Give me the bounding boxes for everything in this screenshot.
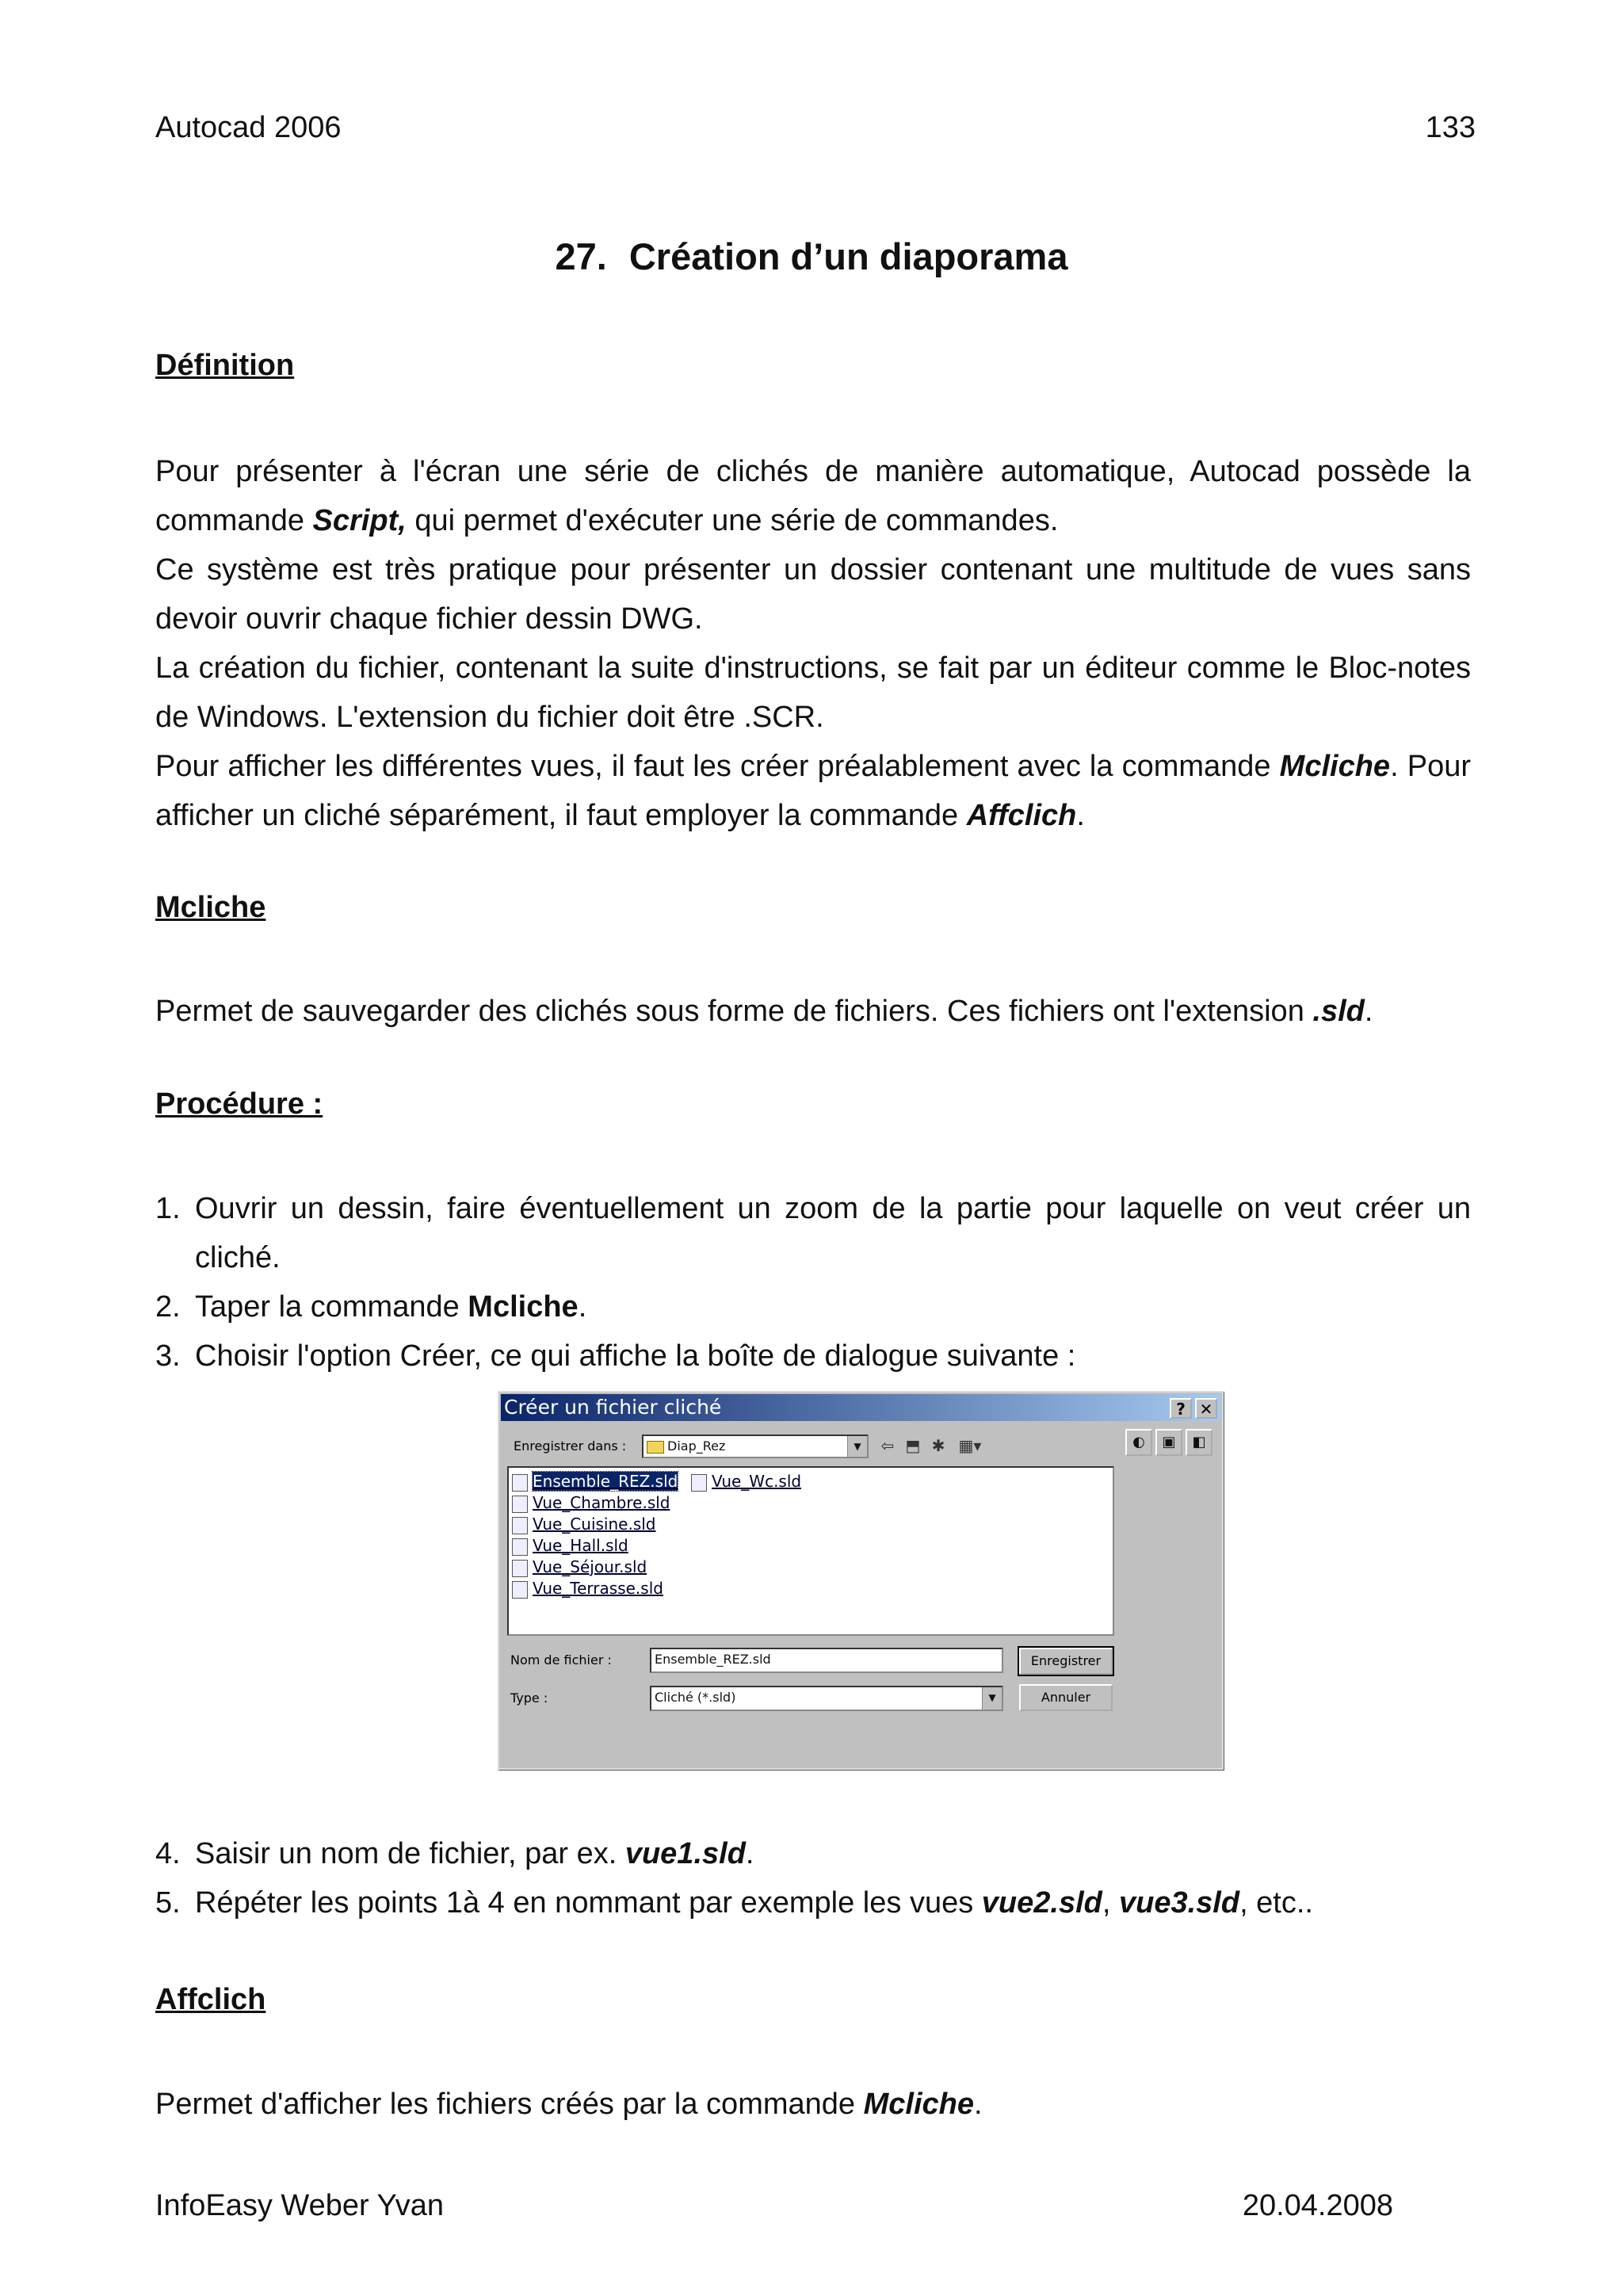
header-title: Autocad 2006	[155, 111, 342, 144]
definition-body	[155, 447, 1471, 840]
definition-paragraph-3: La création du fichier, contenant la suite d'instructions, se fait par un éditeur comme le Bloc-notes de Windows. L'extension du fichier doit être .SCR.	[155, 651, 1471, 734]
file-item[interactable]: Vue_Chambre.sld	[512, 1492, 670, 1513]
close-button[interactable]: ✕	[1195, 1398, 1217, 1419]
procedure-step-4: 4. Saisir un nom de fichier, par ex. vue1.sld.	[155, 1837, 754, 1870]
save-in-value: Diap_Rez	[667, 1438, 726, 1454]
procedure-step-5: 5. Répéter les points 1à 4 en nommant par exemple les vues vue2.sld, vue3.sld, etc..	[155, 1886, 1313, 1920]
tools-icon[interactable]: ◧	[1186, 1429, 1212, 1456]
save-in-dropdown[interactable]	[642, 1435, 869, 1458]
chapter-number: 27.	[555, 235, 607, 277]
affclich-body	[155, 2080, 1471, 2129]
procedure-step-3: 3. Choisir l'option Créer, ce qui affiche la boîte de dialogue suivante :	[155, 1339, 1076, 1373]
procedure-steps-bottom	[155, 1829, 1471, 1927]
dialog-title-bar	[501, 1394, 1220, 1421]
filename-input[interactable]: Ensemble_REZ.sld	[650, 1648, 1003, 1673]
mcliche-heading: Mcliche	[155, 891, 266, 924]
mcliche-body	[155, 987, 1471, 1036]
slide-file-icon	[512, 1474, 528, 1492]
back-arrow-icon[interactable]: ⇦	[880, 1436, 895, 1455]
chapter-title-text: Création d’un diaporama	[628, 235, 1068, 277]
slide-file-icon	[691, 1474, 707, 1492]
affclich-paragraph: Permet d'afficher les fichiers créés par la commande Mcliche.	[155, 2088, 983, 2121]
file-item[interactable]: Vue_Séjour.sld	[512, 1557, 647, 1577]
view-menu-icon[interactable]: ▦▾	[958, 1436, 982, 1455]
new-folder-icon[interactable]: ✱	[931, 1436, 945, 1455]
procedure-heading: Procédure :	[155, 1087, 323, 1121]
dialog-title: Créer un fichier cliché	[504, 1396, 722, 1419]
file-item[interactable]: Vue_Wc.sld	[691, 1471, 801, 1492]
help-button[interactable]: ?	[1170, 1398, 1192, 1419]
footer-date: 20.04.2008	[1242, 2189, 1393, 2222]
slide-file-icon	[512, 1517, 528, 1534]
type-label: Type :	[510, 1690, 548, 1706]
definition-paragraph-1: Pour présenter à l'écran une série de clichés de manière automatique, Autocad possède la commande Script, qui permet d'exécuter une série de commandes.	[155, 455, 1471, 537]
up-folder-icon[interactable]: ⬒	[905, 1436, 921, 1455]
chapter-title	[0, 235, 1623, 278]
folder-icon	[647, 1441, 664, 1454]
filename-label: Nom de fichier :	[510, 1652, 612, 1668]
file-item[interactable]: Vue_Cuisine.sld	[512, 1514, 656, 1534]
file-item[interactable]: Vue_Terrasse.sld	[512, 1578, 663, 1599]
slide-file-icon	[512, 1581, 528, 1599]
mcliche-paragraph: Permet de sauvegarder des clichés sous forme de fichiers. Ces fichiers ont l'extension .sld.	[155, 995, 1373, 1028]
file-list[interactable]	[507, 1466, 1114, 1636]
chevron-down-icon: ▼	[982, 1687, 1002, 1710]
affclich-heading: Affclich	[155, 1983, 266, 2016]
create-slide-dialog	[498, 1391, 1224, 1770]
file-item[interactable]: Vue_Hall.sld	[512, 1535, 628, 1556]
type-dropdown[interactable]	[650, 1686, 1003, 1711]
definition-heading: Définition	[155, 349, 295, 382]
save-in-label: Enregistrer dans :	[514, 1438, 627, 1454]
slide-file-icon	[512, 1538, 528, 1556]
type-value: Cliché (*.sld)	[655, 1690, 736, 1705]
footer-author: InfoEasy Weber Yvan	[155, 2189, 445, 2222]
chevron-down-icon: ▼	[847, 1436, 867, 1457]
search-web-icon[interactable]: ◐	[1125, 1429, 1152, 1456]
definition-paragraph-4: Pour afficher les différentes vues, il faut les créer préalablement avec la commande Mcliche. Pour afficher un cliché séparément, il faut employer la commande Affclich.	[155, 750, 1471, 832]
slide-file-icon	[512, 1560, 528, 1577]
file-item[interactable]: Ensemble_REZ.sld	[512, 1471, 678, 1492]
cancel-button[interactable]: Annuler	[1019, 1684, 1113, 1711]
procedure-step-1: 1. Ouvrir un dessin, faire éventuellement un zoom de la partie pour laquelle on veut créer un cliché.	[155, 1192, 1471, 1274]
slide-file-icon	[512, 1496, 528, 1513]
definition-paragraph-2: Ce système est très pratique pour présenter un dossier contenant une multitude de vues sans devoir ouvrir chaque fichier dessin DWG.	[155, 553, 1471, 636]
procedure-steps-top	[155, 1184, 1471, 1381]
procedure-step-2: 2. Taper la commande Mcliche.	[155, 1290, 587, 1324]
save-button[interactable]: Enregistrer	[1019, 1648, 1113, 1675]
page-number: 133	[1425, 111, 1476, 144]
find-file-icon[interactable]: ▣	[1155, 1429, 1182, 1456]
